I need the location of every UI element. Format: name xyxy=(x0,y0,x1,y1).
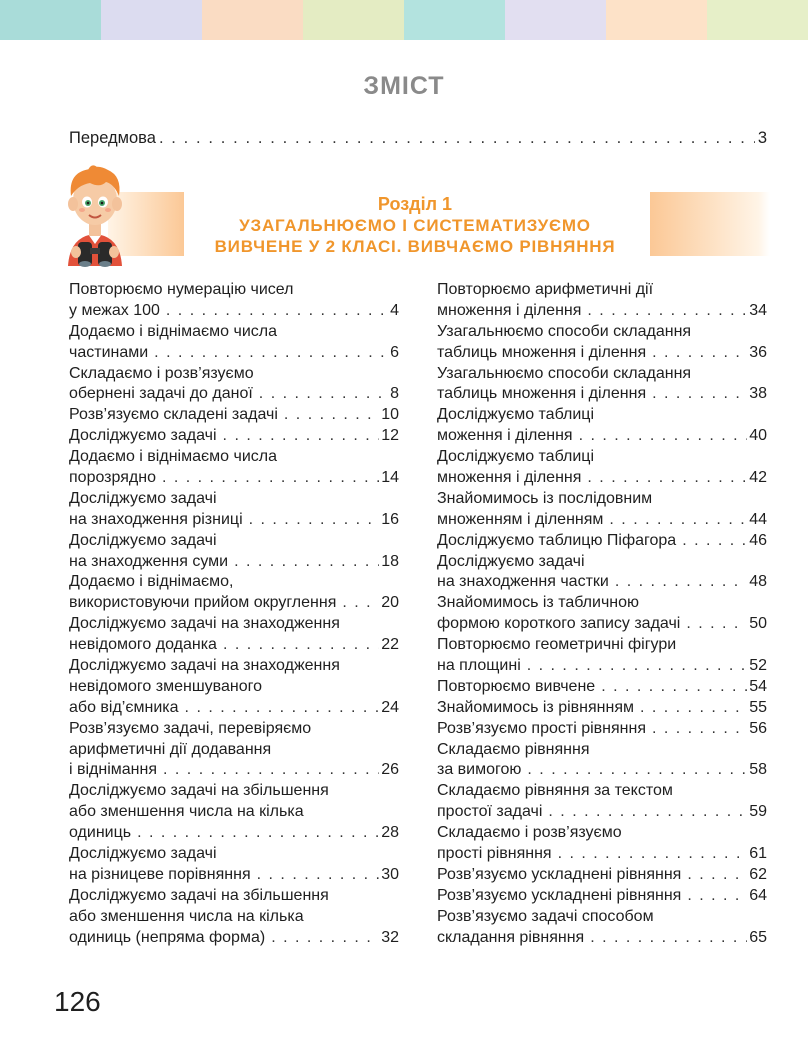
page-number: 126 xyxy=(54,986,101,1017)
toc-entry-page: 26 xyxy=(381,761,399,779)
toc-entry-last-line xyxy=(69,760,399,781)
toc-entry[interactable] xyxy=(437,781,767,823)
leader-dots xyxy=(249,510,380,531)
toc-entry[interactable] xyxy=(69,426,399,447)
toc-entry-text: Досліджуємо задачі на знаходження xyxy=(69,657,340,675)
toc-entry-text: і віднімання xyxy=(69,761,158,779)
toc-entry-text: множення і ділення xyxy=(437,469,582,487)
leader-dots xyxy=(579,426,748,447)
leader-dots xyxy=(154,343,388,364)
toc-entry-last-line xyxy=(69,698,399,719)
toc-entry-line xyxy=(69,447,399,468)
toc-entry-last-line xyxy=(437,343,767,364)
toc-entry-text: Досліджуємо задачі на збільшення xyxy=(69,782,329,800)
toc-entry-page: 59 xyxy=(749,803,767,821)
toc-entry[interactable] xyxy=(69,614,399,656)
leader-dots xyxy=(558,844,748,865)
toc-entry-line xyxy=(437,823,767,844)
toc-entry-page: 42 xyxy=(749,469,767,487)
toc-entry-page: 14 xyxy=(381,469,399,487)
toc-entry-preface[interactable] xyxy=(69,129,767,151)
toc-entry-line xyxy=(69,572,399,593)
toc-entry-text: на різницеве порівняння xyxy=(69,865,251,883)
toc-entry-text: невідомого зменшуваного xyxy=(69,677,262,695)
toc-entry[interactable] xyxy=(437,698,767,719)
toc-entry-text: Повторюємо арифметичні дії xyxy=(437,281,654,298)
toc-entry[interactable] xyxy=(437,364,767,406)
toc-entry-text: таблиць множення і ділення xyxy=(437,343,647,361)
toc-entry[interactable] xyxy=(437,719,767,740)
toc-entry[interactable] xyxy=(437,635,767,677)
toc-entry-line xyxy=(69,781,399,802)
leader-dots xyxy=(271,928,379,949)
toc-entry-label: Передмова xyxy=(69,129,156,147)
header-stripe xyxy=(606,0,707,40)
toc-entry-page: 12 xyxy=(381,427,399,445)
toc-entry-last-line xyxy=(437,301,767,322)
toc-entry-text: складання рівняння xyxy=(437,928,585,946)
leader-dots xyxy=(223,426,380,447)
toc-entry-last-line xyxy=(69,928,399,949)
toc-entry-last-line xyxy=(69,301,399,322)
toc-entry-text: Розв’язуємо прості рівняння xyxy=(437,719,646,737)
toc-entry[interactable] xyxy=(69,364,399,406)
header-stripe xyxy=(202,0,303,40)
leader-dots xyxy=(587,468,747,489)
toc-entry-text: Розв’язуємо задачі, перевіряємо xyxy=(69,719,312,737)
toc-entry[interactable] xyxy=(69,781,399,844)
toc-entry-line xyxy=(437,593,767,614)
toc-entry-last-line xyxy=(437,928,767,949)
toc-entry-text: Додаємо і віднімаємо числа xyxy=(69,448,277,466)
toc-entry-line xyxy=(69,907,399,928)
toc-entry-page: 32 xyxy=(381,928,399,946)
toc-entry-page: 64 xyxy=(749,886,767,904)
toc-entry-text: у межах 100 xyxy=(69,301,160,319)
toc-entry-page: 18 xyxy=(381,552,399,570)
toc-entry-text: Досліджуємо таблиці xyxy=(437,448,595,466)
toc-entry[interactable] xyxy=(437,489,767,531)
toc-entry-page: 16 xyxy=(381,510,399,528)
toc-entry-page: 8 xyxy=(390,385,399,403)
leader-dots xyxy=(159,129,755,148)
toc-entry-text: Складаємо рівняння xyxy=(437,740,590,758)
toc-entry[interactable] xyxy=(69,489,399,531)
toc-entry[interactable] xyxy=(437,865,767,886)
toc-entry-line xyxy=(69,531,399,552)
toc-entry-line xyxy=(437,781,767,802)
header-stripe xyxy=(505,0,606,40)
toc-entry-text: за вимогою xyxy=(437,761,522,779)
toc-entry-line xyxy=(69,677,399,698)
toc-column-right xyxy=(437,280,767,949)
toc-entry-page: 44 xyxy=(749,510,767,528)
toc-entry-text: Досліджуємо задачі xyxy=(69,845,217,863)
toc-entry-line xyxy=(437,907,767,928)
toc-entry[interactable] xyxy=(437,322,767,364)
toc-entry-text: Додаємо і віднімаємо числа xyxy=(69,322,277,340)
toc-entry-text: на площині xyxy=(437,657,521,675)
toc-entry-text: арифметичні дії додавання xyxy=(69,740,272,758)
toc-entry-text: Знайомимось із послідовним xyxy=(437,489,653,507)
toc-entry-last-line xyxy=(69,343,399,364)
toc-entry-line xyxy=(69,886,399,907)
toc-entry-text: або зменшення числа на кілька xyxy=(69,907,304,925)
toc-entry-text: Розв’язуємо складені задачі xyxy=(69,406,278,424)
leader-dots xyxy=(234,552,379,573)
toc-entry-last-line xyxy=(437,760,767,781)
toc-entry-text: Складаємо і розв’язуємо xyxy=(437,824,622,842)
leader-dots xyxy=(682,531,747,552)
toc-entry-text: простої задачі xyxy=(437,803,543,821)
toc-entry[interactable] xyxy=(69,572,399,614)
leader-dots xyxy=(548,802,747,823)
toc-entry-text: на знаходження частки xyxy=(437,573,609,591)
toc-entry-last-line xyxy=(437,886,767,907)
header-stripe xyxy=(303,0,404,40)
header-stripe xyxy=(707,0,808,40)
toc-entry-last-line xyxy=(69,865,399,886)
toc-entry[interactable] xyxy=(69,656,399,719)
toc-entry-text: на знаходження різниці xyxy=(69,510,243,528)
toc-entry[interactable] xyxy=(437,740,767,782)
section-heading xyxy=(180,192,650,256)
leader-dots xyxy=(163,760,379,781)
toc-entry-page: 58 xyxy=(749,761,767,779)
toc-entry-page: 34 xyxy=(749,301,767,319)
toc-column-left xyxy=(69,280,399,949)
toc-entry[interactable] xyxy=(437,447,767,489)
section-number: Розділ 1 xyxy=(377,194,453,214)
toc-entry-page: 61 xyxy=(749,845,767,863)
toc-entry-page: 28 xyxy=(381,824,399,842)
toc-entry-line xyxy=(69,844,399,865)
boy-with-binoculars-illustration xyxy=(60,162,130,272)
leader-dots xyxy=(652,343,747,364)
page-title: ЗМІСТ xyxy=(363,72,445,100)
toc-entry-page: 56 xyxy=(749,719,767,737)
leader-dots xyxy=(162,468,379,489)
toc-entry-text: Узагальнюємо способи складання xyxy=(437,322,692,340)
toc-entry-text: Знайомимось із табличною xyxy=(437,594,640,612)
toc-entry-text: Досліджуємо задачі xyxy=(69,427,217,445)
toc-entry-page: 4 xyxy=(390,301,399,319)
toc-entry-text: Розв’язуємо задачі способом xyxy=(437,907,654,925)
toc-entry-text: таблиць множення і ділення xyxy=(437,385,647,403)
toc-entry-page: 52 xyxy=(749,657,767,675)
toc-entry-page: 20 xyxy=(381,594,399,612)
toc-entry-text: Досліджуємо таблицю Піфагора xyxy=(437,531,677,549)
toc-entry-last-line xyxy=(437,384,767,405)
leader-dots xyxy=(166,301,388,322)
toc-entry-line xyxy=(69,364,399,385)
toc-entry-text: Складаємо рівняння за текстом xyxy=(437,782,673,800)
leader-dots xyxy=(640,698,747,719)
toc-entry-text: множенням і діленням xyxy=(437,510,604,528)
toc-entry-line xyxy=(437,280,767,301)
toc-entry-text: або від’ємника xyxy=(69,698,179,716)
toc-entry-last-line xyxy=(437,614,767,635)
toc-entry-text: Досліджуємо задачі xyxy=(69,489,217,507)
toc-entry-text: Досліджуємо задачі xyxy=(437,552,585,570)
toc-entry[interactable] xyxy=(437,405,767,447)
toc-entry-page: 24 xyxy=(381,698,399,716)
toc-entry[interactable] xyxy=(69,447,399,489)
toc-entry-last-line xyxy=(437,719,767,740)
toc-entry-last-line xyxy=(69,593,399,614)
toc-entry-last-line xyxy=(69,552,399,573)
toc-entry-last-line xyxy=(437,531,767,552)
toc-entry[interactable] xyxy=(437,593,767,635)
toc-entry-page: 62 xyxy=(749,865,767,883)
toc-entry[interactable] xyxy=(69,531,399,573)
toc-entry-text: Додаємо і віднімаємо, xyxy=(69,573,234,591)
leader-dots xyxy=(687,886,747,907)
toc-entry[interactable] xyxy=(437,531,767,552)
toc-entry-page: 55 xyxy=(749,698,767,716)
toc-entry-line xyxy=(437,489,767,510)
toc-entry-last-line xyxy=(69,384,399,405)
leader-dots xyxy=(686,614,747,635)
toc-entry-page: 46 xyxy=(749,531,767,549)
toc-entry-page: 22 xyxy=(381,636,399,654)
toc-entry-text: порозрядно xyxy=(69,469,156,487)
toc-entry-line xyxy=(69,802,399,823)
toc-entry-last-line xyxy=(437,656,767,677)
toc-entry-line xyxy=(437,405,767,426)
toc-entry-text: Досліджуємо задачі на знаходження xyxy=(69,615,340,633)
toc-entry-text: Розв’язуємо ускладнені рівняння xyxy=(437,886,682,904)
leader-dots xyxy=(223,635,379,656)
toc-entry-last-line xyxy=(437,510,767,531)
toc-entry-page: 54 xyxy=(749,677,767,695)
toc-entry-line xyxy=(69,280,399,301)
toc-entry-line xyxy=(437,552,767,573)
toc-entry-page: 10 xyxy=(381,406,399,424)
toc-entry[interactable] xyxy=(437,907,767,949)
toc-entry-last-line xyxy=(69,468,399,489)
toc-entry-text: на знаходження суми xyxy=(69,552,229,570)
toc-entry-text: Повторюємо вивчене xyxy=(437,677,596,695)
toc-entry[interactable] xyxy=(69,719,399,782)
toc-entry-text: обернені задачі до даної xyxy=(69,385,253,403)
header-color-stripes xyxy=(0,0,808,40)
leader-dots xyxy=(342,593,379,614)
toc-entry-text: Розв’язуємо ускладнені рівняння xyxy=(437,865,682,883)
toc-entry-line xyxy=(69,740,399,761)
toc-entry-page: 50 xyxy=(749,615,767,633)
toc-entry-text: одиниць xyxy=(69,824,132,842)
toc-entry-last-line xyxy=(69,405,399,426)
toc-entry-last-line xyxy=(437,677,767,698)
toc-entry-last-line xyxy=(437,844,767,865)
toc-entry-last-line xyxy=(69,426,399,447)
leader-dots xyxy=(259,384,388,405)
leader-dots xyxy=(257,865,380,886)
toc-entry[interactable] xyxy=(69,280,399,322)
toc-entry-last-line xyxy=(437,468,767,489)
toc-entry[interactable] xyxy=(69,886,399,949)
leader-dots xyxy=(609,510,747,531)
toc-entry-last-line xyxy=(437,865,767,886)
toc-entry-page: 36 xyxy=(749,343,767,361)
leader-dots xyxy=(687,865,747,886)
toc-entry-last-line xyxy=(69,823,399,844)
toc-entry-text: або зменшення числа на кілька xyxy=(69,803,304,821)
toc-entry-line xyxy=(437,635,767,656)
toc-entry-text: моження і ділення xyxy=(437,427,573,445)
toc-entry-last-line xyxy=(437,802,767,823)
toc-entry-line xyxy=(69,322,399,343)
toc-entry-text: Складаємо і розв’язуємо xyxy=(69,364,254,382)
toc-entry-last-line xyxy=(437,426,767,447)
toc-entry-last-line xyxy=(69,510,399,531)
toc-entry-line xyxy=(69,719,399,740)
leader-dots xyxy=(527,656,747,677)
toc-entry-text: множення і ділення xyxy=(437,301,582,319)
toc-entry-line xyxy=(69,656,399,677)
header-stripe xyxy=(101,0,202,40)
header-stripe xyxy=(0,0,101,40)
toc-entry-text: Досліджуємо задачі на збільшення xyxy=(69,886,329,904)
toc-entry-page: 40 xyxy=(749,427,767,445)
toc-entry-page: 3 xyxy=(757,129,767,147)
toc-entry-page: 30 xyxy=(381,865,399,883)
toc-entry-page: 48 xyxy=(749,573,767,591)
toc-entry-page: 6 xyxy=(390,343,399,361)
section-band-right xyxy=(650,192,770,256)
toc-entry-text: формою короткого запису задачі xyxy=(437,615,681,633)
header-stripe xyxy=(404,0,505,40)
toc-entry-last-line xyxy=(69,635,399,656)
leader-dots xyxy=(652,719,747,740)
toc-entry-line xyxy=(69,614,399,635)
toc-entry[interactable] xyxy=(437,886,767,907)
toc-entry-text: Досліджуємо задачі xyxy=(69,531,217,549)
toc-entry[interactable] xyxy=(437,677,767,698)
leader-dots xyxy=(137,823,379,844)
toc-entry[interactable] xyxy=(69,322,399,364)
toc-entry-text: Знайомимось із рівнянням xyxy=(437,698,634,716)
toc-entry-line xyxy=(69,489,399,510)
toc-entry-text: Узагальнюємо способи складання xyxy=(437,364,692,382)
toc-entry-last-line xyxy=(437,572,767,593)
toc-entry-text: Досліджуємо таблиці xyxy=(437,406,595,424)
toc-entry[interactable] xyxy=(437,823,767,865)
toc-entry-last-line xyxy=(437,698,767,719)
leader-dots xyxy=(527,760,747,781)
leader-dots xyxy=(590,928,747,949)
toc-entry-page: 65 xyxy=(749,928,767,946)
section-title-line-1: УЗАГАЛЬНЮЄМО І СИСТЕМАТИЗУЄМО xyxy=(239,216,591,235)
section-title-line-2: ВИВЧЕНЕ У 2 КЛАСІ. ВИВЧАЄМО РІВНЯННЯ xyxy=(214,237,616,256)
toc-entry[interactable] xyxy=(69,405,399,426)
leader-dots xyxy=(587,301,747,322)
leader-dots xyxy=(185,698,380,719)
toc-entry-text: прості рівняння xyxy=(437,845,552,863)
toc-entry-line xyxy=(437,364,767,385)
toc-entry-line xyxy=(437,447,767,468)
leader-dots xyxy=(284,405,379,426)
toc-entry-text: частинами xyxy=(69,343,149,361)
toc-entry[interactable] xyxy=(437,280,767,322)
toc-entry-text: використовуючи прийом округлення xyxy=(69,594,337,612)
toc-entry[interactable] xyxy=(69,844,399,886)
toc-entry-text: Повторюємо нумерацію чисел xyxy=(69,281,294,298)
toc-entry-text: одиниць (непряма форма) xyxy=(69,928,266,946)
toc-entry-line xyxy=(437,322,767,343)
toc-entry-text: невідомого доданка xyxy=(69,636,217,654)
leader-dots xyxy=(615,572,747,593)
leader-dots xyxy=(652,384,747,405)
toc-entry-page: 38 xyxy=(749,385,767,403)
toc-entry-text: Повторюємо геометричні фігури xyxy=(437,636,677,654)
toc-entry[interactable] xyxy=(437,552,767,594)
leader-dots xyxy=(601,677,747,698)
toc-entry-line xyxy=(437,740,767,761)
